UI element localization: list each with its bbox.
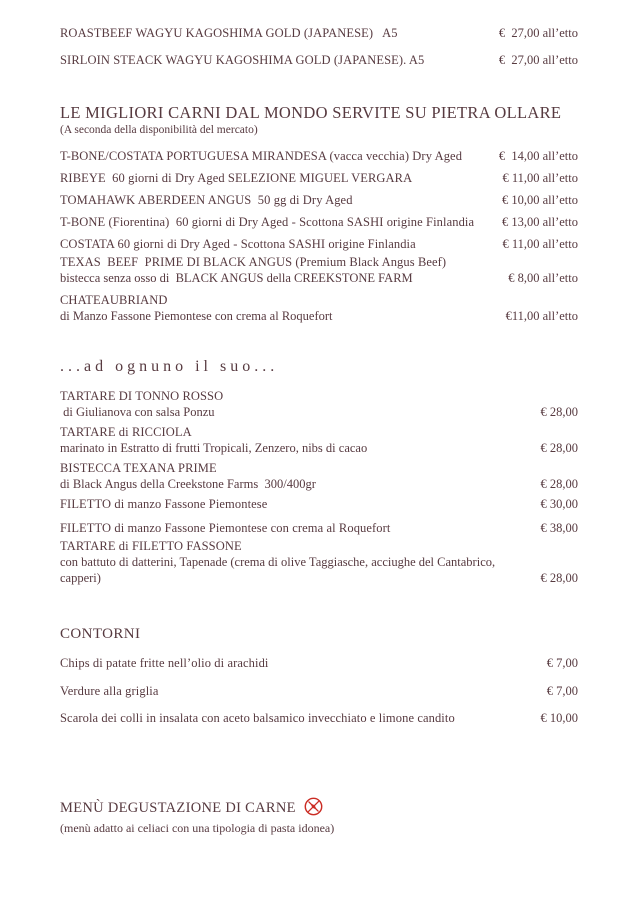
- item-price: € 7,00: [546, 684, 578, 698]
- item-name: TOMAHAWK ABERDEEN ANGUS 50 gg di Dry Aged: [60, 193, 353, 207]
- item-name: CHATEAUBRIAND: [60, 293, 168, 307]
- item-price: € 27,00 all’etto: [498, 26, 578, 40]
- item-desc: di Giulianova con salsa Ponzu: [60, 405, 215, 419]
- item-name: RIBEYE 60 giorni di Dry Aged SELEZIONE MIGUEL VERGARA: [60, 171, 413, 185]
- menu-item: [60, 170, 578, 186]
- menu-item: [60, 424, 578, 456]
- section-subtitle: (A seconda della disponibilità del mercato): [60, 124, 258, 136]
- menu-item: [60, 214, 578, 230]
- menu-item: [60, 192, 578, 208]
- menu-item: [60, 683, 578, 699]
- item-name: COSTATA 60 giorni di Dry Aged - Scottona SASHI origine Finlandia: [60, 237, 416, 251]
- menu-item: [60, 710, 578, 726]
- menu-item: [60, 52, 578, 68]
- item-price: € 11,00 all’etto: [502, 171, 578, 185]
- item-name: Chips di patate fritte nell’olio di arachidi: [60, 656, 269, 670]
- item-name: TARTARE di FILETTO FASSONE: [60, 539, 242, 553]
- menu-item: [60, 538, 578, 586]
- item-price: € 30,00: [540, 497, 578, 511]
- item-price: € 7,00: [546, 656, 578, 670]
- item-name: TEXAS BEEF PRIME DI BLACK ANGUS (Premium Black Angus Beef): [60, 255, 447, 269]
- item-price: € 14,00 all’etto: [498, 149, 578, 163]
- menu-item: [60, 520, 578, 536]
- item-price: € 10,00 all’etto: [501, 193, 578, 207]
- item-name: SIRLOIN STEACK WAGYU KAGOSHIMA GOLD (JAPANESE). A5: [60, 53, 425, 67]
- menu-item: [60, 496, 578, 512]
- tasting-menu-title: MENÙ DEGUSTAZIONE DI CARNE: [60, 800, 296, 816]
- item-price: € 28,00: [540, 405, 578, 419]
- section-title: ...ad ognuno il suo...: [60, 358, 279, 375]
- menu-item: [60, 236, 578, 252]
- item-price: € 27,00 all’etto: [498, 53, 578, 67]
- menu-item: [60, 148, 578, 164]
- item-price: € 13,00 all’etto: [501, 215, 578, 229]
- gluten-free-icon: [303, 796, 324, 817]
- item-name: Scarola dei colli in insalata con aceto balsamico invecchiato e limone candito: [60, 711, 455, 725]
- menu-item: [60, 254, 578, 286]
- item-desc: bistecca senza osso di BLACK ANGUS della CREEKSTONE FARM: [60, 271, 413, 285]
- item-name: ROASTBEEF WAGYU KAGOSHIMA GOLD (JAPANESE) A5: [60, 26, 398, 40]
- item-name: FILETTO di manzo Fassone Piemontese con crema al Roquefort: [60, 521, 391, 535]
- item-price: € 28,00: [540, 477, 578, 491]
- menu-item: [60, 388, 578, 420]
- item-price: € 10,00: [540, 711, 578, 725]
- item-name: BISTECCA TEXANA PRIME: [60, 461, 217, 475]
- menu-item: [60, 655, 578, 671]
- item-name: Verdure alla griglia: [60, 684, 159, 698]
- item-name: T-BONE (Fiorentina) 60 giorni di Dry Aged - Scottona SASHI origine Finlandia: [60, 215, 475, 229]
- item-name: T-BONE/COSTATA PORTUGUESA MIRANDESA (vacca vecchia) Dry Aged: [60, 149, 463, 163]
- item-price: € 28,00: [540, 441, 578, 455]
- item-name: TARTARE DI TONNO ROSSO: [60, 389, 224, 403]
- item-name: TARTARE di RICCIOLA: [60, 425, 192, 439]
- item-name: FILETTO di manzo Fassone Piemontese: [60, 497, 268, 511]
- menu-item: [60, 25, 578, 41]
- item-price: € 8,00 all’etto: [508, 271, 578, 285]
- tasting-menu-block: [60, 798, 578, 837]
- item-desc: con battuto di datterini, Tapenade (crema di olive Taggiasche, acciughe del Cantabrico, capperi): [60, 555, 499, 585]
- section-title: LE MIGLIORI CARNI DAL MONDO SERVITE SU PIETRA OLLARE: [60, 103, 562, 122]
- item-price: € 11,00 all’etto: [502, 237, 578, 251]
- section-header: [60, 103, 578, 138]
- item-desc: marinato in Estratto di frutti Tropicali, Zenzero, nibs di cacao: [60, 441, 368, 455]
- item-desc: di Manzo Fassone Piemontese con crema al Roquefort: [60, 309, 333, 323]
- item-desc: di Black Angus della Creekstone Farms 300/400gr: [60, 477, 316, 491]
- tasting-menu-subtitle: (menù adatto ai celiaci con una tipologia di pasta idonea): [60, 821, 335, 835]
- item-price: € 28,00: [540, 571, 578, 585]
- section-title: CONTORNI: [60, 626, 141, 642]
- item-price: €11,00 all’etto: [505, 309, 578, 323]
- menu-item: [60, 292, 578, 324]
- item-price: € 38,00: [540, 521, 578, 535]
- menu-item: [60, 460, 578, 492]
